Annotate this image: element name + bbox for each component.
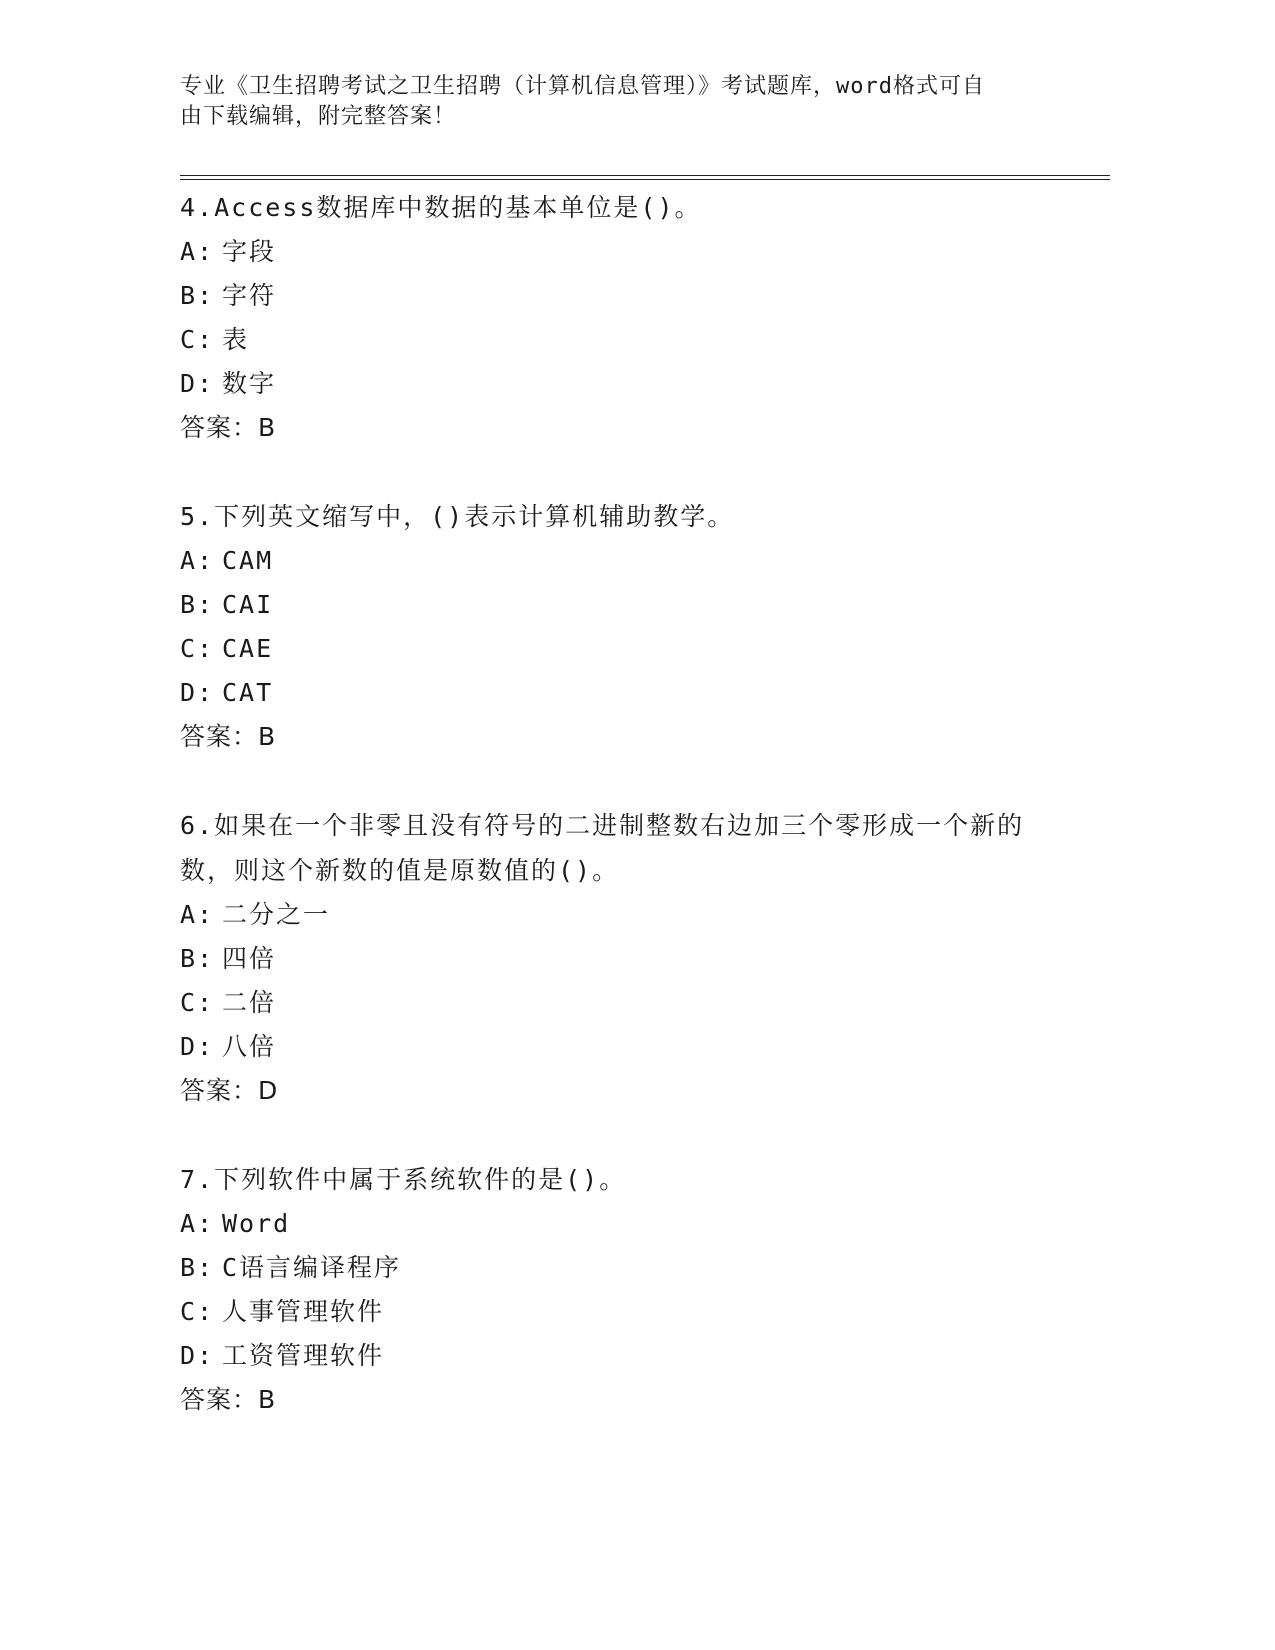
option-c: [180, 318, 1110, 362]
option-letter: D:: [180, 678, 215, 707]
option-a: [180, 230, 1110, 274]
option-text: C语言编译程序: [222, 1253, 402, 1282]
double-divider: [180, 175, 1110, 180]
question-list: [180, 185, 1110, 1466]
option-letter: B:: [180, 944, 215, 973]
answer-line: 答案：B: [180, 1385, 277, 1414]
option-text: 二倍: [222, 988, 277, 1017]
answer-line: 答案：D: [180, 1076, 279, 1105]
option-d: [180, 362, 1110, 406]
intro-line-2: 由下载编辑，附完整答案！: [180, 104, 457, 129]
option-text: 八倍: [222, 1032, 277, 1061]
option-text: 二分之一: [222, 900, 331, 929]
question-text: 7.下列软件中属于系统软件的是()。: [180, 1165, 627, 1194]
option-c: [180, 627, 1110, 671]
option-letter: B:: [180, 1253, 215, 1282]
option-text: 表: [222, 325, 250, 354]
option-b: [180, 937, 1110, 981]
option-letter: C:: [180, 988, 215, 1017]
option-text: CAM: [222, 546, 274, 575]
option-b: [180, 1246, 1110, 1290]
option-d: [180, 671, 1110, 715]
question-4: [180, 185, 1110, 450]
option-a: [180, 539, 1110, 583]
answer-line: 答案：B: [180, 722, 277, 751]
option-letter: C:: [180, 634, 215, 663]
option-letter: D:: [180, 1032, 215, 1061]
question-text: 6.如果在一个非零且没有符号的二进制整数右边加三个零形成一个新的数，则这个新数的值是原数值的()。: [180, 811, 1025, 885]
option-letter: D:: [180, 369, 215, 398]
option-letter: B:: [180, 590, 215, 619]
option-a: [180, 1202, 1110, 1246]
question-6: [180, 803, 1110, 1113]
option-text: CAT: [222, 678, 274, 707]
option-c: [180, 981, 1110, 1025]
option-b: [180, 274, 1110, 318]
option-letter: A:: [180, 237, 215, 266]
answer-line: 答案：B: [180, 413, 277, 442]
option-letter: C:: [180, 1297, 215, 1326]
option-text: 数字: [222, 369, 277, 398]
option-c: [180, 1290, 1110, 1334]
option-letter: A:: [180, 1209, 215, 1238]
question-text: 4.Access数据库中数据的基本单位是()。: [180, 193, 702, 222]
option-letter: D:: [180, 1341, 215, 1370]
option-text: 字段: [222, 237, 277, 266]
option-text: 字符: [222, 281, 277, 310]
question-5: [180, 494, 1110, 759]
question-text: 5.下列英文缩写中，()表示计算机辅助教学。: [180, 502, 735, 531]
option-letter: A:: [180, 900, 215, 929]
option-text: Word: [222, 1209, 291, 1238]
intro-line-1: 专业《卫生招聘考试之卫生招聘（计算机信息管理）》考试题库，word格式可自: [180, 74, 985, 99]
option-text: CAI: [222, 590, 274, 619]
option-b: [180, 583, 1110, 627]
option-text: 工资管理软件: [222, 1341, 385, 1370]
option-text: CAE: [222, 634, 274, 663]
option-a: [180, 893, 1110, 937]
option-d: [180, 1334, 1110, 1378]
option-text: 人事管理软件: [222, 1297, 385, 1326]
option-letter: B:: [180, 281, 215, 310]
option-text: 四倍: [222, 944, 277, 973]
option-d: [180, 1025, 1110, 1069]
option-letter: C:: [180, 325, 215, 354]
option-letter: A:: [180, 546, 215, 575]
document-intro: [180, 72, 1040, 132]
question-7: [180, 1157, 1110, 1422]
